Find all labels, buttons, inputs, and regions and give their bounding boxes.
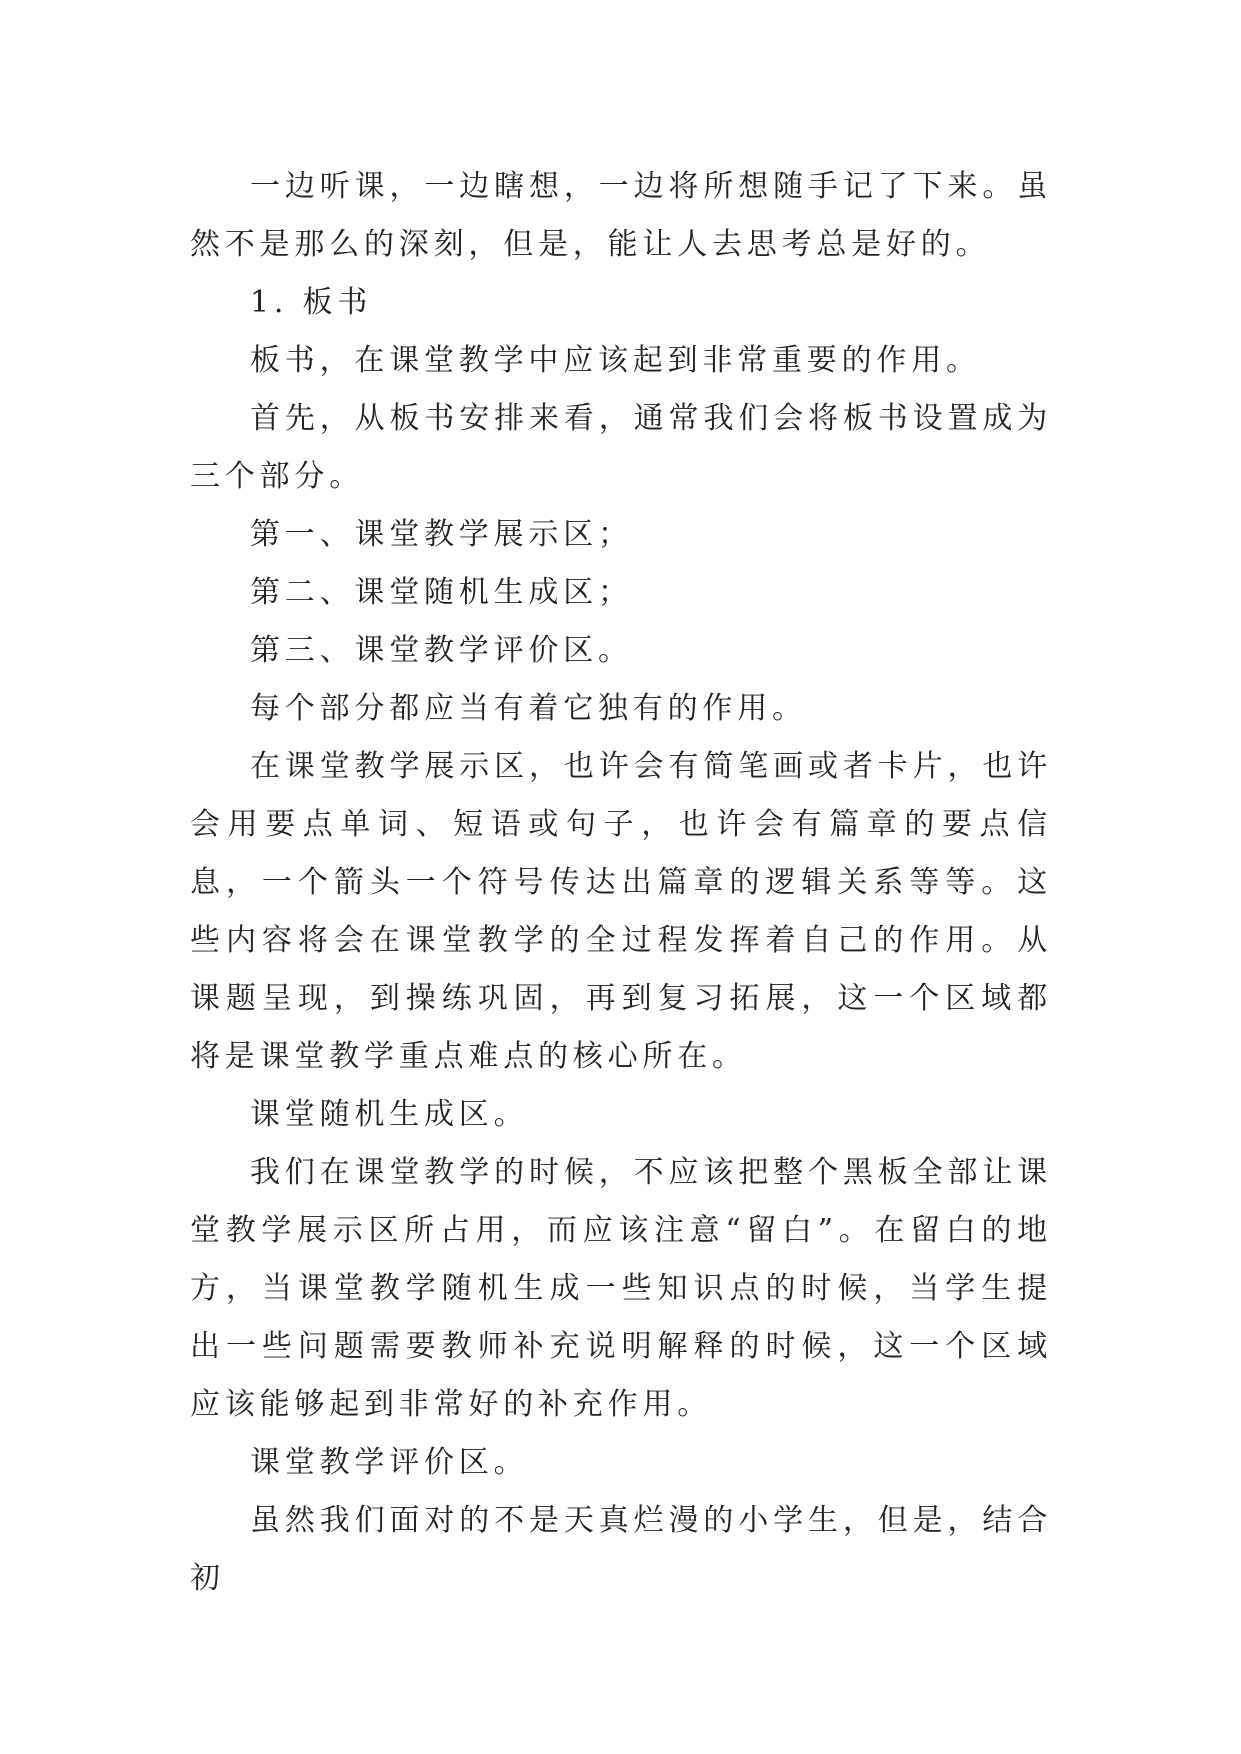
paragraph-random-area: 我们在课堂教学的时候，不应该把整个黑板全部让课堂教学展示区所占用，而应该注意“留白”。在留白的地方，当课堂教学随机生成一些知识点的时候，当学生提出一些问题需要教师补充说明解释的时候，这一个区域应该能够起到非常好的补充作用。 <box>190 1155 1052 1422</box>
list-item-third: 第三、课堂教学评价区。 <box>250 633 633 668</box>
subheading-random-area: 课堂随机生成区。 <box>250 1097 529 1132</box>
paragraph-intro: 一边听课，一边瞎想，一边将所想随手记了下来。虽然不是那么的深刻，但是，能让人去思考总是好的。 <box>190 169 1052 262</box>
paragraph-each-part: 每个部分都应当有着它独有的作用。 <box>250 691 807 726</box>
paragraph-blackboard-role: 板书，在课堂教学中应该起到非常重要的作用。 <box>250 343 981 378</box>
document-body <box>190 158 1052 1608</box>
paragraph-display-area: 在课堂教学展示区，也许会有简笔画或者卡片，也许会用要点单词、短语或句子，也许会有篇章的要点信息，一个箭头一个符号传达出篇章的逻辑关系等等。这些内容将会在课堂教学的全过程发挥着自己的作用。从课题呈现，到操练巩固，再到复习拓展，这一个区域都将是课堂教学重点难点的核心所在。 <box>190 749 1052 1074</box>
list-item-second: 第二、课堂随机生成区； <box>250 575 633 610</box>
section-heading-blackboard: 1. 板书 <box>250 285 373 320</box>
subheading-evaluation-area: 课堂教学评价区。 <box>250 1445 529 1480</box>
list-item-first: 第一、课堂教学展示区； <box>250 517 633 552</box>
paragraph-three-parts: 首先，从板书安排来看，通常我们会将板书设置成为三个部分。 <box>190 401 1052 494</box>
paragraph-evaluation-area: 虽然我们面对的不是天真烂漫的小学生，但是，结合初 <box>190 1503 1052 1596</box>
